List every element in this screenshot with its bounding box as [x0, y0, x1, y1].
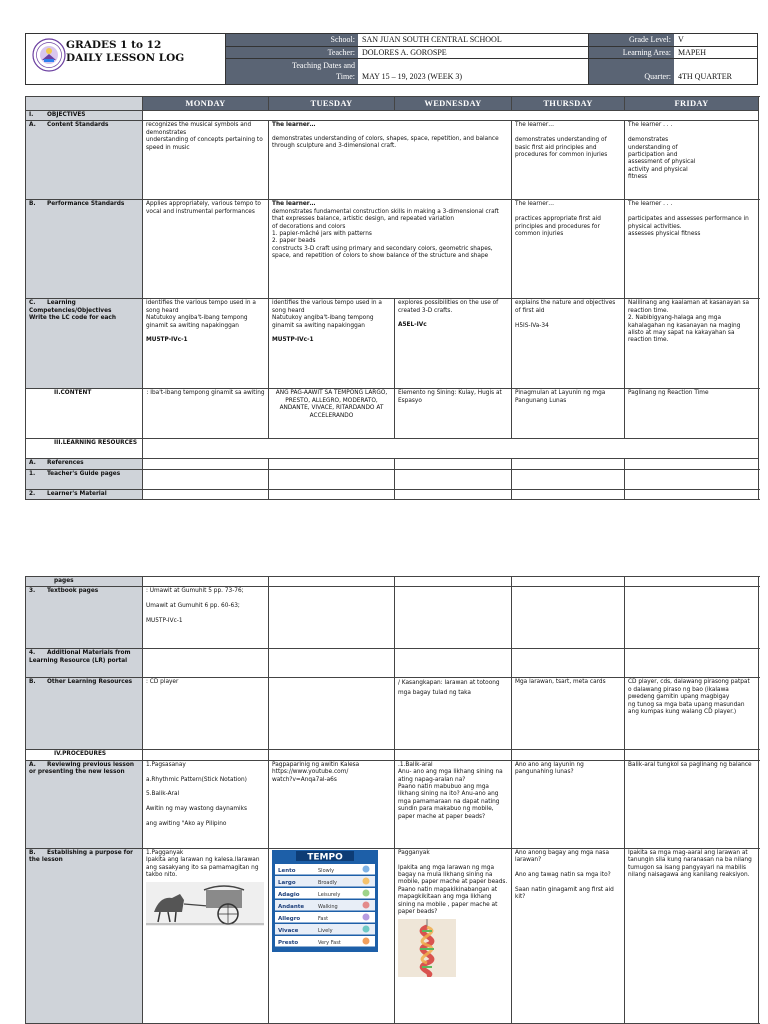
header-row-teacher — [226, 47, 757, 60]
textbook-text: Textbook pages — [47, 588, 99, 595]
references-text: References — [47, 460, 84, 467]
content-standards-num: A. — [29, 122, 36, 129]
tempo-animal-icon — [363, 865, 370, 872]
other-resources-row — [26, 678, 759, 750]
purpose-label — [26, 848, 143, 1023]
lm-cont-fri — [625, 577, 759, 587]
other-resources-label — [26, 678, 143, 750]
additional-tue — [269, 649, 395, 678]
learners-material-tue — [269, 489, 395, 499]
kalesa-drawing-image — [146, 882, 264, 926]
header-title — [66, 39, 184, 65]
content-standards-row — [26, 121, 759, 200]
tempo-meaning: Lively — [318, 927, 333, 934]
references-num: A. — [29, 460, 36, 467]
learning-area-value: MAPEH — [678, 47, 707, 57]
reviewing-row — [26, 760, 759, 848]
teachers-guide-row — [26, 469, 759, 489]
teachers-guide-thu — [512, 469, 625, 489]
reviewing-wednesday: .1.Balik-aral Anu- ano ang mga likhang sining na ating napag-aralan na? Paano natin mabubuo ang mga likhang sining na ito? Anu-ano ang mga pamamaraan na dapat nating sundin para makabuo ng mobile, paper mache at paper beads? — [395, 760, 512, 848]
textbook-label — [26, 587, 143, 649]
content-label — [26, 389, 143, 439]
tempo-chart-image — [272, 850, 378, 952]
teachers-guide-text: Teacher's Guide pages — [47, 470, 121, 477]
performance-standards-tue-wed-text: demonstrates fundamental construction skills in making a 3-dimensional craft that expresses balance, artistic design, and repeated variation of decorations and colors 1. papier-mâché jars with patterns 2. paper beads constructs 3-D craft using primary and secondary colors, geometric shapes, space, and repetition of colors to show balance of the structure and shape — [272, 208, 499, 260]
tempo-term: Vivace — [278, 927, 299, 934]
reviewing-thursday: Ano ano ang layunin ng pangunahing lunas? — [512, 760, 625, 848]
purpose-wednesday — [395, 848, 512, 1023]
reviewing-text: Reviewing previous lesson or presenting the new lesson — [29, 761, 134, 776]
competencies-monday — [143, 299, 269, 389]
day-monday: MONDAY — [143, 97, 269, 111]
content-text: CONTENT — [60, 390, 92, 397]
day-wednesday: WEDNESDAY — [395, 97, 512, 111]
content-monday: : Iba't-ibang tempong ginamit sa awiting — [143, 389, 269, 439]
reviewing-label — [26, 760, 143, 848]
lm-cont-tue — [269, 577, 395, 587]
competencies-friday: Nalilinang ang kaalaman at kasanayan sa reaction time. 2. Nabibigyang-halaga ang mga kahalagahan ng kasanayan na maging alisto at may sapat na kakayahan sa reaction time. — [625, 299, 759, 389]
references-tue — [269, 459, 395, 469]
reviewing-tuesday: Pagpaparinig ng awitin Kalesa https://www.youtube.com/ watch?v=Anqa7al-a6s — [269, 760, 395, 848]
competencies-num: C. — [29, 300, 36, 307]
header-row-dates — [226, 59, 757, 84]
header-title-block — [26, 34, 226, 84]
references-thu — [512, 459, 625, 469]
performance-standards-label — [26, 200, 143, 299]
content-standards-text: Content Standards — [47, 122, 109, 129]
teachers-guide-label — [26, 469, 143, 489]
learners-material-cont-label: pages — [26, 577, 143, 587]
tempo-animal-icon — [363, 901, 370, 908]
tempo-term: Adagio — [278, 891, 300, 898]
procedures-fri — [625, 750, 759, 760]
day-friday: FRIDAY — [625, 97, 759, 111]
additional-materials-row — [26, 649, 759, 678]
procedures-label — [26, 750, 143, 760]
additional-materials-text: Additional Materials from Learning Resource (LR) portal — [29, 650, 131, 664]
competencies-text: Learning Competencies/Objectives Write the LC code for each — [29, 300, 116, 322]
tempo-animal-icon — [363, 913, 370, 920]
day-thursday: THURSDAY — [512, 97, 625, 111]
content-num: II. — [54, 390, 61, 397]
additional-materials-label — [26, 649, 143, 678]
reviewing-friday: Balik-aral tungkol sa paglinang ng balance — [625, 760, 759, 848]
performance-standards-friday: The learner . . . participates and assesses performance in physical activities. assesses physical fitness — [625, 200, 759, 299]
day-header-row — [26, 97, 759, 111]
tempo-meaning: Slowly — [318, 867, 335, 874]
procedures-row — [26, 750, 759, 760]
tempo-meaning: Broadly — [318, 879, 338, 886]
teachers-guide-tue — [269, 469, 395, 489]
textbook-row — [26, 587, 759, 649]
performance-standards-tue-wed — [269, 200, 512, 299]
additional-fri — [625, 649, 759, 678]
procedures-tue — [269, 750, 395, 760]
competencies-tuesday — [269, 299, 395, 389]
teacher-label: Teacher: — [226, 47, 358, 59]
performance-standards-text: Performance Standards — [47, 201, 125, 208]
day-tuesday: TUESDAY — [269, 97, 395, 111]
reviewing-monday: 1.Pagsasanay a.Rhythmic Pattern(Stick Notation) 5.Balik-Aral Awitin ng may wastong daynamiks ang awiting "Ako ay Pilipino — [143, 760, 269, 848]
purpose-monday — [143, 848, 269, 1023]
paper-mobile-image — [398, 919, 456, 977]
tempo-animal-icon — [363, 937, 370, 944]
content-standards-tue-wed-lead: The learner… — [272, 122, 316, 129]
school-value: SAN JUAN SOUTH CENTRAL SCHOOL — [362, 35, 502, 44]
competencies-monday-code: MU5TP-IVc-1 — [146, 337, 188, 344]
performance-standards-tue-wed-lead: The learner… — [272, 201, 316, 208]
learners-material-thu — [512, 489, 625, 499]
competencies-wednesday-text: explores possibilities on the use of created 3-D crafts. — [398, 300, 499, 314]
learners-material-row — [26, 489, 759, 499]
purpose-row — [26, 848, 759, 1023]
teachers-guide-num: 1. — [29, 470, 36, 477]
purpose-friday: Ipakita sa mga mag-aaral ang larawan at tanungin sila kung naranasan na ba nilang tumugon sa isang pangyayari na mabilis nilang naisagawa ang kanilang reaksiyon. — [625, 848, 759, 1023]
content-standards-friday: The learner . . . demonstrates understanding of participation and assessment of physical activity and physical fitness — [625, 121, 759, 200]
objectives-text: OBJECTIVES — [47, 112, 86, 118]
competencies-thursday: explains the nature and objectives of first aid H5IS-IVa-34 — [512, 299, 625, 389]
content-wednesday: Elemento ng Sining: Kulay, Hugis at Espasyo — [395, 389, 512, 439]
teachers-guide-wed — [395, 469, 512, 489]
objectives-span — [143, 111, 759, 121]
other-resources-friday: CD player, cds, dalawang pirasong patpat o dalawang piraso ng bao (ikalawa pwedeng gamitin upang magbigay ng tunog sa mga bata upang masundan ang kumpas kung walang CD player.) — [625, 678, 759, 750]
procedures-text: PROCEDURES — [62, 751, 107, 758]
additional-thu — [512, 649, 625, 678]
procedures-mon — [143, 750, 269, 760]
purpose-num: B. — [29, 849, 36, 856]
reviewing-num: A. — [29, 761, 36, 768]
lesson-table-page2 — [25, 576, 759, 1024]
header-row-school — [226, 34, 757, 47]
other-resources-monday: : CD player — [143, 678, 269, 750]
content-tuesday: ANG PAG-AAWIT SA TEMPONG LARGO, PRESTO, ALLEGRO, MODERATO, ANDANTE, VIVACE, RITARDANDO AT ACCELERANDO — [269, 389, 395, 439]
corner-cell — [26, 97, 143, 111]
textbook-monday: : Umawit at Gumuhit 5 pp. 73-76; Umawit at Gumuhit 6 pp. 60-63; MU5TP-IVc-1 — [143, 587, 269, 649]
tempo-meaning: Very Fast — [318, 939, 341, 946]
competencies-tuesday-text: identifies the various tempo used in a song heard Natutukoy angiba't-ibang tempong ginamit sa awiting napakinggan — [272, 300, 382, 329]
learning-resources-text: LEARNING RESOURCES — [62, 440, 138, 447]
competencies-wednesday — [395, 299, 512, 389]
performance-standards-thursday: The learner… practices appropriate first aid principles and procedures for common injuries — [512, 200, 625, 299]
textbook-thu — [512, 587, 625, 649]
learning-resources-span — [143, 439, 759, 459]
dates-label-line1: Teaching Dates and — [292, 61, 355, 70]
other-resources-text: Other Learning Resources — [47, 679, 133, 686]
purpose-thursday: Ano anong bagay ang mga nasa larawan? Ano ang tawag natin sa mga ito? Saan natin ginagamit ang first aid kit? — [512, 848, 625, 1023]
deped-seal-icon — [32, 38, 66, 72]
teachers-guide-fri — [625, 469, 759, 489]
references-fri — [625, 459, 759, 469]
tempo-animal-icon — [363, 889, 370, 896]
purpose-monday-text: 1.Pagganyak Ipakita ang larawan ng kalesa.llarawan ang sasakyang ito sa pamamagitan ng takbo nito. — [146, 849, 260, 879]
purpose-wednesday-text: Pagganyak Ipakita ang mga larawan ng mga bagay na mula likhang sining na mobile, paper mache at paper beads. Paano natin mapakikinabangan at mapagkikitaan ang mga likhang sining na mobile , paper mache at paper beads? — [398, 849, 508, 916]
tempo-animal-icon — [363, 877, 370, 884]
purpose-text: Establishing a purpose for the lesson — [29, 849, 134, 864]
teachers-guide-mon — [143, 469, 269, 489]
performance-standards-monday: Applies appropriately, various tempo to vocal and instrumental performances — [143, 200, 269, 299]
references-row — [26, 459, 759, 469]
procedures-wed — [395, 750, 512, 760]
tempo-animal-icon — [363, 925, 370, 932]
quarter-label: Quarter: — [588, 59, 674, 84]
content-row — [26, 389, 759, 439]
tempo-meaning: Fast — [318, 915, 329, 922]
references-label — [26, 459, 143, 469]
grade-level-value: V — [678, 35, 684, 44]
competencies-label — [26, 299, 143, 389]
competencies-monday-text: identifies the various tempo used in a song heard Natutukoy angiba't-ibang tempong ginamit sa awiting napakinggan — [146, 300, 256, 329]
objectives-num: I. — [29, 112, 34, 118]
performance-standards-row — [26, 200, 759, 299]
quarter-value: 4TH QUARTER — [678, 72, 732, 81]
additional-wed — [395, 649, 512, 678]
grade-level-label: Grade Level: — [588, 34, 674, 46]
learners-material-mon — [143, 489, 269, 499]
learners-material-wed — [395, 489, 512, 499]
tempo-chart-title: TEMPO — [307, 852, 343, 863]
learners-material-cont-row — [26, 577, 759, 587]
learning-resources-num: III. — [54, 440, 63, 447]
textbook-wed — [395, 587, 512, 649]
content-friday: Paglinang ng Reaction Time — [625, 389, 759, 439]
content-standards-thursday: The learner… demonstrates understanding of basic first aid principles and procedures for common injuries — [512, 121, 625, 200]
objectives-row — [26, 111, 759, 121]
procedures-num: IV. — [54, 751, 63, 758]
dates-label-line2: Time: — [336, 72, 355, 81]
textbook-fri — [625, 587, 759, 649]
learning-resources-label — [26, 439, 143, 459]
purpose-tuesday — [269, 848, 395, 1023]
content-thursday: Pinagmulan at Layunin ng mga Pangunang Lunas — [512, 389, 625, 439]
other-resources-wednesday: / Kasangkapan: larawan at totoong mga bagay tulad ng taka — [395, 678, 512, 750]
other-resources-num: B. — [29, 679, 36, 686]
content-standards-tue-wed — [269, 121, 512, 200]
content-standards-label — [26, 121, 143, 200]
learning-resources-row — [26, 439, 759, 459]
learners-material-fri — [625, 489, 759, 499]
tempo-term: Largo — [278, 879, 296, 886]
lm-cont-thu — [512, 577, 625, 587]
competencies-tuesday-code: MU5TP-IVc-1 — [272, 337, 314, 344]
lm-cont-wed — [395, 577, 512, 587]
content-standards-tue-wed-text: demonstrates understanding of colors, shapes, space, repetition, and balance through sculpture and 3-dimensional craft. — [272, 135, 499, 150]
header-title-line1: GRADES 1 to 12 — [66, 39, 162, 51]
competencies-wednesday-code: A5EL-IVc — [398, 322, 427, 329]
content-standards-monday: recognizes the musical symbols and demonstrates understanding of concepts pertaining to speed in music — [143, 121, 269, 200]
tempo-term: Allegro — [278, 915, 301, 922]
lesson-log-header — [25, 33, 758, 85]
tempo-term: Andante — [278, 903, 305, 910]
dates-value: MAY 15 – 19, 2023 (WEEK 3) — [362, 72, 463, 81]
lesson-table-page1 — [25, 96, 759, 500]
textbook-tue — [269, 587, 395, 649]
lm-cont-mon — [143, 577, 269, 587]
other-resources-thursday: Mga larawan, tsart, meta cards — [512, 678, 625, 750]
learners-material-label — [26, 489, 143, 499]
tempo-meaning: Walking — [318, 903, 338, 910]
learning-area-label: Learning Area: — [588, 47, 674, 59]
learners-material-text: Learner's Material — [47, 490, 107, 497]
page-two — [0, 572, 768, 1024]
school-label: School: — [226, 34, 358, 46]
learners-material-num: 2. — [29, 490, 36, 497]
tempo-term: Presto — [278, 939, 299, 946]
additional-mon — [143, 649, 269, 678]
tempo-term: Lento — [278, 867, 296, 874]
references-wed — [395, 459, 512, 469]
header-title-line2: DAILY LESSON LOG — [66, 52, 185, 64]
tempo-meaning: Leisurely — [318, 891, 341, 898]
textbook-num: 3. — [29, 588, 36, 595]
other-resources-tue — [269, 678, 395, 750]
additional-materials-num: 4. — [29, 650, 36, 657]
competencies-row — [26, 299, 759, 389]
teacher-value: DOLORES A. GOROSPE — [362, 47, 447, 57]
procedures-thu — [512, 750, 625, 760]
references-mon — [143, 459, 269, 469]
objectives-label — [26, 111, 143, 121]
performance-standards-num: B. — [29, 201, 36, 208]
dates-label — [226, 59, 358, 84]
